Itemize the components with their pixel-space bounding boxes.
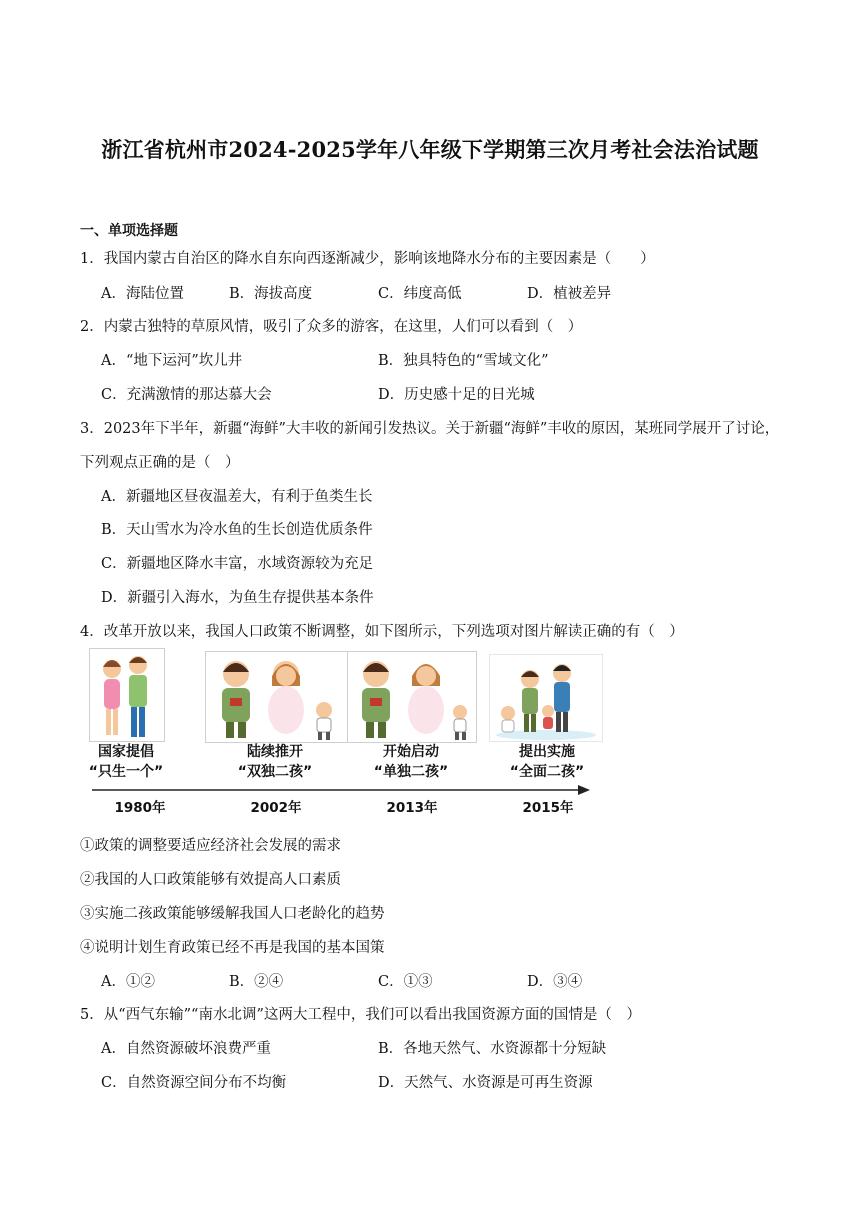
population-policy-figure bbox=[84, 646, 604, 816]
q4-statement-1: ①政策的调整要适应经济社会发展的需求 bbox=[80, 838, 341, 854]
timeline-arrow bbox=[84, 784, 604, 796]
caption-2013 bbox=[361, 742, 461, 782]
year-1980: 1980年 bbox=[114, 800, 166, 816]
q1-option-c[interactable]: C．纬度高低 bbox=[378, 286, 462, 302]
q3-option-b[interactable]: B．天山雪水为冷水鱼的生长创造优质条件 bbox=[101, 522, 373, 538]
caption-1980 bbox=[76, 742, 176, 782]
q4-option-c[interactable]: C．①③ bbox=[378, 974, 433, 990]
question-5-stem: 5．从“西气东输”“南水北调”这两大工程中，我们可以看出我国资源方面的国情是（ ） bbox=[80, 1007, 641, 1023]
q1-option-b[interactable]: B．海拔高度 bbox=[229, 286, 313, 302]
q5-option-a[interactable]: A．自然资源破坏浪费严重 bbox=[101, 1041, 271, 1057]
q3-option-d[interactable]: D．新疆引入海水，为鱼生存提供基本条件 bbox=[101, 590, 374, 606]
q3-option-a[interactable]: A．新疆地区昼夜温差大，有利于鱼类生长 bbox=[101, 489, 373, 505]
q4-option-a[interactable]: A．①② bbox=[101, 974, 155, 990]
q3-option-c[interactable]: C．新疆地区降水丰富，水域资源较为充足 bbox=[101, 556, 374, 572]
q1-option-a[interactable]: A．海陆位置 bbox=[101, 286, 184, 302]
question-3-stem-line2: 下列观点正确的是（ ） bbox=[80, 455, 240, 471]
caption-2002-line2: “双独二孩” bbox=[237, 764, 313, 780]
caption-1980-line2: “只生一个” bbox=[88, 764, 164, 780]
caption-2015-line1: 提出实施 bbox=[519, 744, 575, 760]
q5-option-c[interactable]: C．自然资源空间分布不均衡 bbox=[101, 1075, 287, 1091]
year-2013: 2013年 bbox=[386, 800, 438, 816]
q4-statement-4: ④说明计划生育政策已经不再是我国的基本国策 bbox=[80, 940, 385, 956]
panel-universal-two-child-illustration bbox=[489, 654, 603, 742]
q4-option-b[interactable]: B．②④ bbox=[229, 974, 284, 990]
q5-option-b[interactable]: B．各地天然气、水资源都十分短缺 bbox=[378, 1041, 607, 1057]
q4-statement-3: ③实施二孩政策能够缓解我国人口老龄化的趋势 bbox=[80, 906, 385, 922]
q1-option-d[interactable]: D．植被差异 bbox=[527, 286, 612, 302]
caption-2013-line1: 开始启动 bbox=[383, 744, 439, 760]
caption-2002-line1: 陆续推开 bbox=[247, 744, 303, 760]
q2-option-c[interactable]: C．充满激情的那达慕大会 bbox=[101, 387, 272, 403]
q5-option-d[interactable]: D．天然气、水资源是可再生资源 bbox=[378, 1075, 593, 1091]
page-title: 浙江省杭州市2024-2025学年八年级下学期第三次月考社会法治试题 bbox=[101, 137, 759, 162]
year-2015: 2015年 bbox=[522, 800, 574, 816]
caption-2015-line2: “全面二孩” bbox=[509, 764, 585, 780]
panel-double-only-child-illustration bbox=[205, 651, 349, 743]
q2-option-b[interactable]: B．独具特色的“雪域文化” bbox=[378, 353, 549, 369]
question-3-stem-line1: 3．2023年下半年，新疆“海鲜”大丰收的新闻引发热议。关于新疆“海鲜”丰收的原因，某班同学展开了讨论， bbox=[80, 421, 780, 437]
caption-2013-line2: “单独二孩” bbox=[373, 764, 449, 780]
year-2002: 2002年 bbox=[250, 800, 302, 816]
question-1-stem: 1．我国内蒙古自治区的降水自东向西逐渐减少，影响该地降水分布的主要因素是（ ） bbox=[80, 251, 655, 267]
section-heading: 一、单项选择题 bbox=[80, 223, 178, 239]
question-4-stem: 4．改革开放以来，我国人口政策不断调整，如下图所示，下列选项对图片解读正确的有（ ） bbox=[80, 624, 684, 640]
q4-option-d[interactable]: D．③④ bbox=[527, 974, 583, 990]
caption-2002 bbox=[225, 742, 325, 782]
caption-2015 bbox=[497, 742, 597, 782]
panel-one-child-illustration bbox=[89, 648, 165, 742]
caption-1980-line1: 国家提倡 bbox=[98, 744, 154, 760]
q2-option-a[interactable]: A．“地下运河”坎儿井 bbox=[101, 353, 243, 369]
panel-single-only-child-illustration bbox=[347, 651, 477, 743]
question-2-stem: 2．内蒙古独特的草原风情，吸引了众多的游客，在这里，人们可以看到（ ） bbox=[80, 319, 583, 335]
q2-option-d[interactable]: D．历史感十足的日光城 bbox=[378, 387, 535, 403]
q4-statement-2: ②我国的人口政策能够有效提高人口素质 bbox=[80, 872, 341, 888]
